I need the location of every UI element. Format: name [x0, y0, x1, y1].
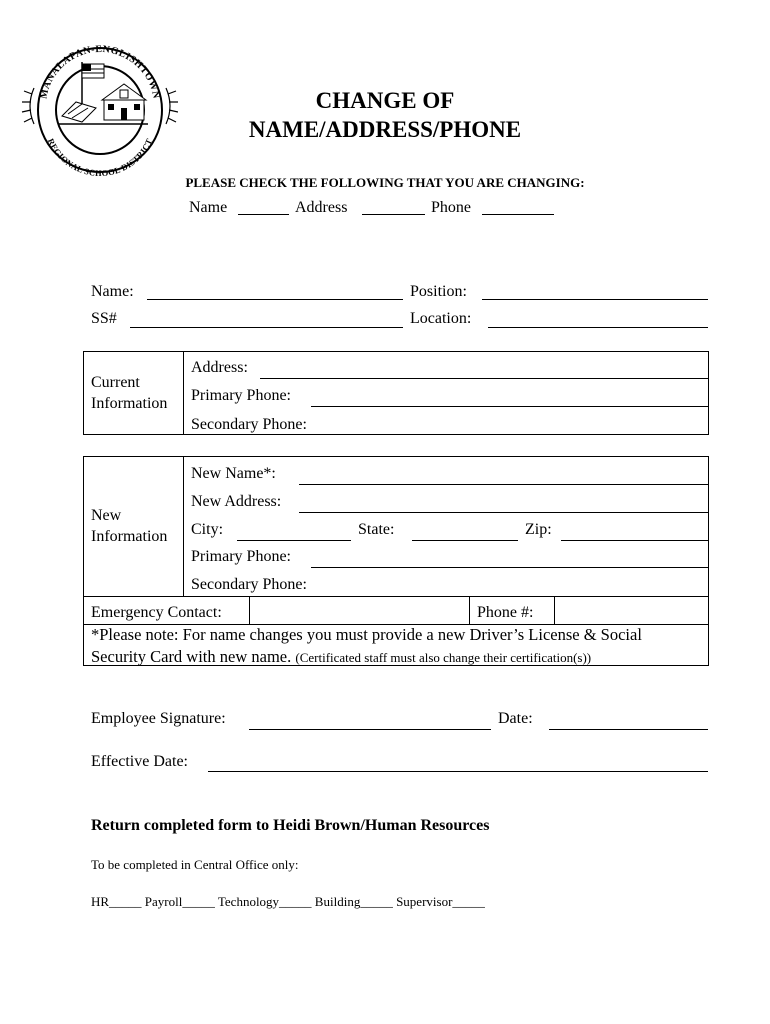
current-secondary-phone-label: Secondary Phone: [191, 416, 307, 433]
emergency-phone-label: Phone #: [477, 604, 534, 621]
new-name-label: New Name*: [191, 465, 276, 482]
current-info-section-label-line2: Information [91, 395, 168, 412]
new-primary-phone-label: Primary Phone: [191, 548, 291, 565]
effective-date-field[interactable] [208, 771, 708, 772]
new-info-section-label-line2: Information [91, 528, 168, 545]
name-change-note-line1: *Please note: For name changes you must provide a new Driver’s License & Social [91, 625, 642, 644]
form-title-line1: CHANGE OF [315, 88, 455, 113]
employee-name-label: Name: [91, 283, 134, 300]
signature-date-label: Date: [498, 710, 533, 727]
current-primary-phone-field[interactable] [311, 406, 708, 407]
new-address-label: New Address: [191, 493, 282, 510]
name-change-note-line2 [91, 648, 591, 667]
city-field[interactable] [237, 540, 351, 541]
form-title-line2: NAME/ADDRESS/PHONE [248, 117, 522, 142]
central-office-note: To be completed in Central Office only: [91, 857, 299, 872]
employee-signature-field[interactable] [249, 729, 491, 730]
zip-label: Zip: [525, 521, 552, 538]
new-primary-phone-field[interactable] [311, 567, 708, 568]
current-information-table [83, 351, 709, 435]
current-address-field[interactable] [260, 378, 708, 379]
new-address-field[interactable] [299, 512, 708, 513]
return-instruction: Return completed form to Heidi Brown/Human Resources [91, 817, 490, 834]
employee-ss-label: SS# [91, 310, 117, 327]
state-label: State: [358, 521, 395, 538]
check-address-blank[interactable] [362, 214, 425, 215]
name-change-note-line2-text: Security Card with new name. [91, 647, 292, 666]
emergency-phone-field[interactable] [555, 597, 708, 624]
employee-location-field[interactable] [488, 327, 708, 328]
check-address-label: Address [295, 199, 348, 216]
employee-position-field[interactable] [482, 299, 708, 300]
zip-field[interactable] [561, 540, 708, 541]
current-info-section-label-line1: Current [91, 374, 140, 391]
new-info-section-label-line1: New [91, 507, 122, 524]
check-phone-label: Phone [431, 199, 471, 216]
city-label: City: [191, 521, 224, 538]
current-primary-phone-label: Primary Phone: [191, 387, 291, 404]
signature-date-field[interactable] [549, 729, 708, 730]
current-address-label: Address: [191, 359, 248, 376]
employee-location-label: Location: [410, 310, 472, 327]
employee-position-label: Position: [410, 283, 467, 300]
check-name-label: Name [189, 199, 228, 216]
effective-date-label: Effective Date: [91, 753, 188, 770]
svg-text:REGIONAL SCHOOL DISTRICT [46, 137, 154, 178]
check-phone-blank[interactable] [482, 214, 554, 215]
employee-ss-field[interactable] [130, 327, 403, 328]
routing-checklist: HR_____ Payroll_____ Technology_____ Building_____ Supervisor_____ [91, 894, 485, 909]
emergency-contact-label: Emergency Contact: [91, 604, 222, 621]
employee-name-field[interactable] [147, 299, 403, 300]
new-name-field[interactable] [299, 484, 708, 485]
logo-arc-top-text: MANALAPAN-ENGLISHTOWN [38, 43, 162, 100]
new-secondary-phone-label: Secondary Phone: [191, 576, 307, 593]
state-field[interactable] [412, 540, 518, 541]
check-name-blank[interactable] [238, 214, 289, 215]
emergency-contact-field[interactable] [250, 597, 469, 624]
certification-note: (Certificated staff must also change their certification(s)) [295, 650, 592, 665]
logo-arc-bottom-text: REGIONAL SCHOOL DISTRICT [45, 136, 155, 178]
check-instruction: PLEASE CHECK THE FOLLOWING THAT YOU ARE CHANGING: [185, 175, 585, 190]
employee-signature-label: Employee Signature: [91, 710, 226, 727]
